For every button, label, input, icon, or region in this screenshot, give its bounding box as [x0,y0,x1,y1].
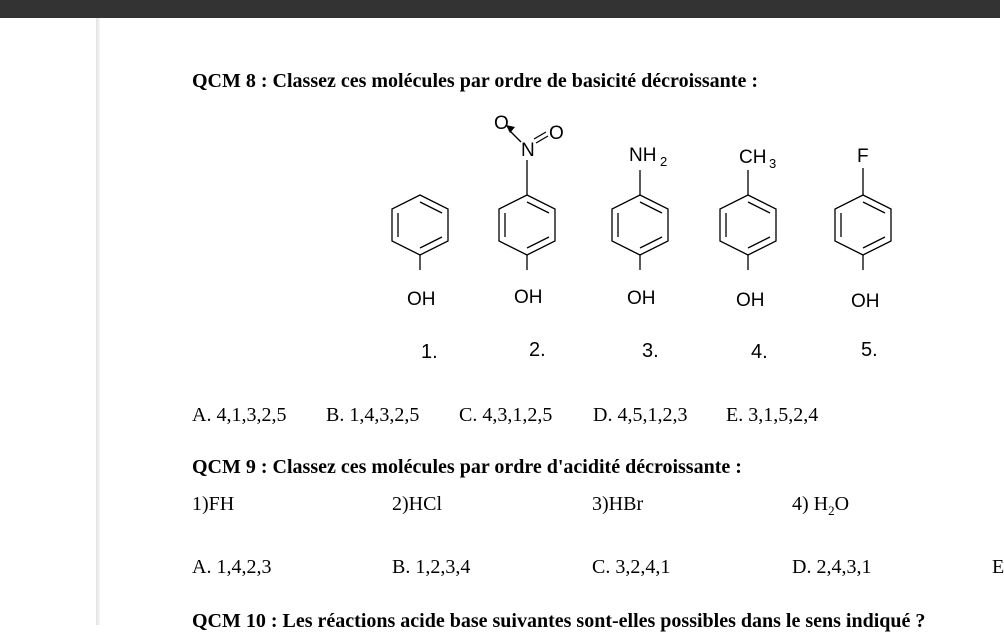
molecule-2-oh: OH [514,287,543,308]
molecule-5-number: 5. [861,339,878,361]
qcm8-answer-d: D. 4,5,1,2,3 [593,404,688,426]
qcm8-answer-a: A. 4,1,3,2,5 [192,404,287,426]
molecule-3-number: 3. [642,340,659,362]
methyl-subscript: 3 [769,156,777,171]
nitro-oxygen-left: O [494,113,509,134]
qcm9-answer-e-partial: E [992,556,1004,578]
nitro-nitrogen: N [521,140,535,161]
qcm9-title: QCM 9 : Classez ces molécules par ordre d'acidité décroissante : [192,456,742,478]
qcm9-answer-d: D. 2,4,3,1 [792,556,872,578]
viewer-top-bar [0,0,1000,18]
molecule-5-fluorophenol [835,168,891,270]
molecule-2-number: 2. [529,339,546,361]
nitro-oxygen-right: O [549,123,564,144]
molecule-1-number: 1. [421,341,438,363]
qcm9-item-4: 4) $H_2O$ [792,493,850,518]
qcm9-answer-c: C. 3,2,4,1 [592,556,671,578]
qcm8-title: QCM 8 : Classez ces molécules par ordre de basicité décroissante : [192,70,759,92]
methyl-label: CH [739,147,767,168]
molecule-5-oh: OH [851,291,880,312]
qcm10-title-partial: QCM 10 : Les réactions acide base suivantes sont-elles possibles dans le sens indiqué ? [192,610,926,632]
molecule-4-number: 4. [751,341,768,363]
page-edge-shadow [96,18,100,625]
qcm9-item-1: 1)FH [192,493,235,515]
molecule-4-cresol [720,170,776,270]
molecule-3-aminophenol [612,170,668,270]
qcm8-answer-c: C. 4,3,1,2,5 [459,404,553,426]
qcm9-item-2: 2)HCl [392,493,442,515]
molecule-1-phenol [392,195,448,270]
qcm8-answer-b: B. 1,4,3,2,5 [326,404,420,426]
amino-label: NH [629,145,657,166]
molecule-1-oh: OH [407,289,436,310]
molecule-4-oh: OH [736,290,765,311]
qcm9-molecule-list [0,493,1000,519]
qcm9-answer-b: B. 1,2,3,4 [392,556,471,578]
fluoro-label: F [857,146,869,167]
qcm9-answer-options [0,556,1004,582]
amino-subscript: 2 [660,154,668,169]
qcm8-answer-options [0,404,1000,430]
qcm9-item-3: 3)HBr [592,493,644,515]
molecule-3-oh: OH [627,288,656,309]
qcm9-answer-a: A. 1,4,2,3 [192,556,272,578]
qcm8-answer-e: E. 3,1,5,2,4 [726,404,819,426]
qcm8-molecules-figure [370,108,900,368]
